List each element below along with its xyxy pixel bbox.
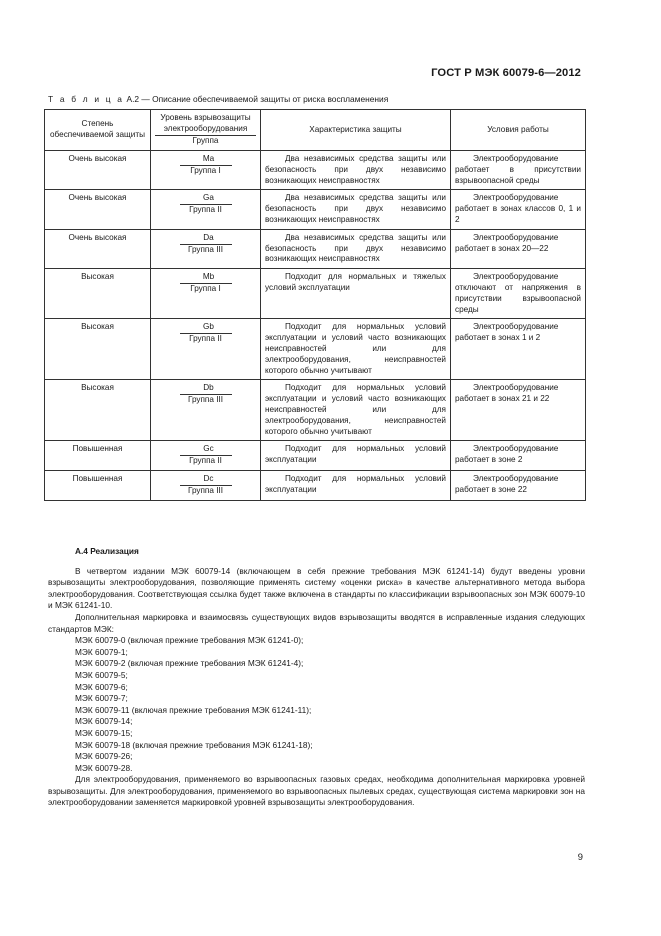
cell-degree: Высокая [45, 269, 151, 319]
list-item: МЭК 60079-18 (включая прежние требования МЭК 61241-18); [75, 739, 313, 750]
cell-level [151, 319, 261, 380]
cell-characteristic: Подходит для нормальных условий эксплуатации [261, 470, 451, 500]
cell-characteristic: Подходит для нормальных условий эксплуатации [261, 441, 451, 471]
list-item: МЭК 60079-14; [75, 716, 133, 727]
level-code: Mb [180, 272, 232, 284]
header-level-bottom: Группа [192, 136, 219, 146]
level-group: Группа III [187, 485, 224, 495]
level-group: Группа II [189, 205, 222, 215]
list-item: МЭК 60079-15; [75, 727, 133, 738]
level-code: Gc [180, 444, 232, 456]
level-code: Db [180, 383, 232, 395]
table-row [45, 190, 586, 229]
list-item: МЭК 60079-7; [75, 693, 128, 704]
cell-conditions: Электрооборудование работает в зонах 21 и 22 [451, 380, 586, 441]
level-group: Группа I [190, 165, 221, 175]
cell-characteristic: Подходит для нормальных условий эксплуатации и условий часто возникающих неисправностей или для электрооборудования, неисправностей которого обычно учитывают [261, 319, 451, 380]
list-item: МЭК 60079-11 (включая прежние требования МЭК 61241-11); [75, 704, 312, 715]
header-level-top: Уровень взрывозащиты электрооборудования [155, 113, 256, 137]
table-row [45, 151, 586, 190]
cell-degree: Очень высокая [45, 229, 151, 268]
cell-characteristic: Подходит для нормальных условий эксплуатации и условий часто возникающих неисправностей или для электрооборудования, неисправностей которого обычно учитывают [261, 380, 451, 441]
cell-level [151, 470, 261, 500]
table-caption-text: А.2 — Описание обеспечиваемой защиты от риска воспламенения [126, 94, 389, 104]
table-header-row [45, 110, 586, 151]
protection-table [44, 109, 586, 501]
table-row [45, 380, 586, 441]
cell-characteristic: Два независимых средства защиты или безопасность при двух независимо возникающих неисправностях [261, 229, 451, 268]
list-item: МЭК 60079-1; [75, 646, 128, 657]
cell-characteristic: Два независимых средства защиты или безопасность при двух независимо возникающих неисправностях [261, 190, 451, 229]
cell-level [151, 151, 261, 190]
paragraph-1: В четвертом издании МЭК 60079-14 (включающем в себя прежние требования МЭК 61241-14) будут введены уровни взрывозащиты электрооборудования, позволяющие применять систему «оценки риска» в качестве альтернативного метода выбора электрооборудования. Соответствующая ссылка будет также включена в стандарты по классификации взрывоопасных зон МЭК 60079-10 и МЭК 61241-10. [48, 565, 585, 611]
list-item: МЭК 60079-28. [75, 762, 133, 773]
cell-conditions: Электрооборудование работает в зоне 2 [451, 441, 586, 471]
table-row [45, 319, 586, 380]
cell-degree: Высокая [45, 380, 151, 441]
table-caption [48, 94, 388, 104]
cell-degree: Повышенная [45, 441, 151, 471]
paragraph-3: Для электрооборудования, применяемого во взрывоопасных газовых средах, необходима дополнительная маркировка уровней взрывозащиты. Для электрооборудования, применяемого во взрывоопасных пылевых средах, существующая система маркировки зон на электрооборудовании заменяется маркировкой уровней взрывозащиты электрооборудования. [48, 774, 585, 808]
level-group: Группа II [189, 334, 222, 344]
cell-degree: Высокая [45, 319, 151, 380]
level-code: Gb [180, 322, 232, 334]
section-title: А.4 Реализация [75, 546, 139, 556]
cell-conditions: Электрооборудование работает в присутствии взрывоопасной среды [451, 151, 586, 190]
cell-conditions: Электрооборудование работает в зоне 22 [451, 470, 586, 500]
level-code: Ga [180, 193, 232, 205]
cell-level [151, 229, 261, 268]
cell-level [151, 190, 261, 229]
header-conditions: Условия работы [451, 110, 586, 151]
cell-conditions: Электрооборудование работает в зонах классов 0, 1 и 2 [451, 190, 586, 229]
list-item: МЭК 60079-2 (включая прежние требования МЭК 61241-4); [75, 658, 304, 669]
table-caption-label: Т а б л и ц а [48, 94, 125, 104]
list-item: МЭК 60079-26; [75, 751, 133, 762]
level-group: Группа II [189, 456, 222, 466]
list-item: МЭК 60079-0 (включая прежние требования МЭК 61241-0); [75, 635, 304, 646]
cell-conditions: Электрооборудование отключают от напряжения в присутствии взрывоопасной среды [451, 269, 586, 319]
level-code: Ma [180, 154, 232, 166]
cell-degree: Очень высокая [45, 190, 151, 229]
cell-level [151, 380, 261, 441]
section-body [48, 546, 585, 809]
cell-level [151, 269, 261, 319]
level-group: Группа III [187, 244, 224, 254]
list-item: МЭК 60079-6; [75, 681, 128, 692]
level-group: Группа III [187, 395, 224, 405]
table-row [45, 470, 586, 500]
cell-conditions: Электрооборудование работает в зонах 1 и 2 [451, 319, 586, 380]
cell-degree: Повышенная [45, 470, 151, 500]
list-item: МЭК 60079-5; [75, 669, 128, 680]
header-level [151, 110, 261, 151]
header-degree: Степень обеспечиваемой защиты [45, 110, 151, 151]
page-number: 9 [577, 851, 583, 862]
cell-characteristic: Два независимых средства защиты или безопасность при двух независимо возникающих неисправностях [261, 151, 451, 190]
header-characteristic: Характеристика защиты [261, 110, 451, 151]
standard-designation: ГОСТ Р МЭК 60079-6—2012 [431, 67, 581, 79]
cell-characteristic: Подходит для нормальных и тяжелых условий эксплуатации [261, 269, 451, 319]
cell-level [151, 441, 261, 471]
table-row [45, 229, 586, 268]
table-row [45, 269, 586, 319]
cell-conditions: Электрооборудование работает в зонах 20—22 [451, 229, 586, 268]
table-row [45, 441, 586, 471]
paragraph-2: Дополнительная маркировка и взаимосвязь существующих видов взрывозащиты вводятся в исправленные издания следующих стандартов МЭК: [48, 611, 585, 634]
cell-degree: Очень высокая [45, 151, 151, 190]
level-code: Dc [180, 474, 232, 486]
level-group: Группа I [190, 283, 221, 293]
level-code: Da [180, 233, 232, 245]
